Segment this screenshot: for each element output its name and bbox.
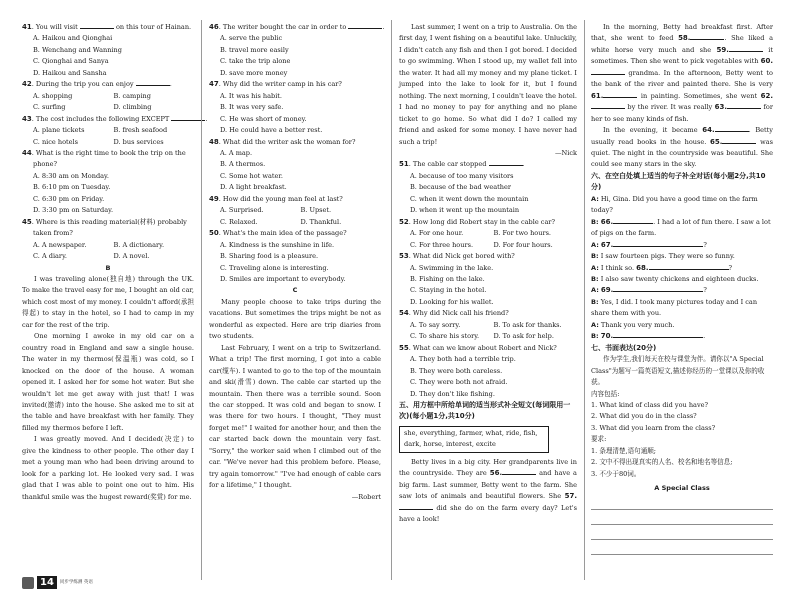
q46-option-a: A. serve the public [220,34,283,43]
q48-option-a: A. A map. [220,148,253,157]
question-52: 52. How long did Robert stay in the cable car? [399,217,555,226]
content-item: 3. What did you learn from the class? [591,423,716,432]
passage-c-paragraph-1: Many people choose to take trips during the vacations. But sometimes the trips might be not as wonderful as expected. Here are trip diaries from two students. [209,297,381,341]
passage-b-paragraph-1: I was traveling alone(独自地) through the UK. To make the travel easy for me, I bought an old car, which cost most of my money. I couldn't afford(承担得起) to stay in the hotel, so I had to camp in my car for the rest of the trip. [22,274,194,329]
q44-option-d: D. 3:30 pm on Saturday. [33,206,114,215]
column-divider [391,20,392,580]
question-54: 54. Why did Nick call his friend? [399,309,509,318]
passage-nick: Last summer, I went on a trip to Australia. On the first day, I went fishing on a beautiful lake. Unluckily, I didn't catch any fish and then I got bored. I decided to go swimming. When I stood up, my wallet fell into the water. It had all my money and my plane ticket. I jumped into the lake to look for it, but I found nothing. The next morning, I couldn't leave the hotel. I had no money to pay for anything and no plane ticket to go home. So what did I do? I called my friend and asked for some money. I have never had such a trip! [399,23,577,146]
dialog-line-6: B: I also saw twenty chickens and eighteen ducks. [591,274,759,283]
writing-line[interactable] [591,545,773,555]
requirements-label: 要求: [591,435,607,444]
q47-option-b: B. It was very safe. [220,103,284,112]
column-2 [209,22,385,582]
q55-option-a: A. They both had a terrible trip. [410,355,516,364]
question-53: 53. What did Nick get bored with? [399,252,515,261]
dialog-line-8: B: Yes, I did. I took many pictures today and I can share them with you. [591,297,758,318]
betty-paragraph-3: In the evening, it became 64. . Betty usually read books in the house. 65. was quiet. The night in the countryside was beautiful. She could see many stars in the sky. [591,126,773,169]
page-footer [22,576,93,589]
question-44-line-2: phone? [33,160,57,169]
question-42: 42. During the trip you can enjoy . [22,80,172,89]
passage-b-title: B [105,263,111,272]
passage-b-paragraph-2: One morning I awoke in my old car on a country road in England and saw a single house. The water in my thermos(保温瓶) was cold, so I knocked on the door of the house. A woman opened it. I asked her for some hot water. But she wouldn't let me get away with just that! I was invited(邀请) into the house. She asked me to sit at the table and have breakfast with her family. They filled my thermos before I left. [22,332,194,432]
question-44: 44. What is the right time to book the trip on the [22,148,186,157]
q42-options-row-1: A. shopping B. camping [33,91,151,100]
column-4 [591,22,773,582]
q48-option-d: D. A light breakfast. [220,183,287,192]
q45-options-row-2: C. A diary. D. A novel. [33,252,150,261]
dialog-line-4: B: I saw fourteen pigs. They were so funny. [591,252,735,261]
writing-title: A Special Class [654,484,710,493]
question-49: 49. How did the young man feel at last? [209,194,343,203]
dialog-line-3: A: 67. ? [591,240,707,249]
question-45: 45. Where is this reading material(材料) probably [22,217,187,226]
q55-option-b: B. They were both careless. [410,366,503,375]
q43-options-row-1: A. plane tickets B. fresh seafood [33,126,168,135]
q41-option-b: B. Wenchang and Wanning [33,45,122,54]
column-1 [22,22,208,582]
q49-options-row-1: A. Surprised. B. Upset. [220,206,332,215]
q50-option-a: A. Kindness is the sunshine in life. [220,240,335,249]
requirement-item: 3. 不少于80词。 [591,469,641,478]
dialog-line-1: A: Hi, Gina. Did you have a good time on the farm today? [591,194,758,215]
page-number: 14 [37,576,57,589]
writing-line[interactable] [591,530,773,540]
q50-option-d: D. Smiles are important to everybody. [220,274,346,283]
dialog-line-5: A: I think so. 68. ? [591,263,733,272]
q46-option-d: D. save more money [220,68,288,77]
q50-option-c: C. Traveling alone is interesting. [220,263,329,272]
q49-options-row-2: C. Relaxed. D. Thankful. [220,217,342,226]
content-item: 2. What did you do in the class? [591,412,697,421]
passage-c-paragraph-2: Last February, I went on a trip to Switzerland. What a trip! The first morning, I got into a cable car(缆车). I wanted to go to the top of the mountain and ski(滑雪) down. The cable car started up the mountain. Then there was a terrible sound. Soon the car stopped. It was cold and began to snow. I was there for two hours. I thought, "They must forget me!" I waited for another hour, and then the car started back down the mountain very fast. "Sorry," the worker said when I climbed out of the car. "We've never had this problem before. Please, try again tomorrow." "I've had enough of cable cars for a lifetime," I thought. [209,343,381,490]
column-divider [584,20,585,580]
betty-paragraph-1: Betty lives in a big city. Her grandparents live in the countryside. They are 56. and have a big farm. Last summer, Betty went to the farm. She saw lots of animals and beautiful flowers. She 57. did she do on the farm every day? Let's have a look! [399,457,577,524]
question-43: 43. The cost includes the following EXCEPT . [22,114,208,123]
q55-option-c: C. They were both not afraid. [410,378,508,387]
passage-b-paragraph-3: I was greatly moved. And I decided(决定) to give the kindness to other people. The other day I met a young man who had been driving around to look for a parking lot. He looked very sad. I was glad that I was able to point one out to him. His thankful smile was the hugest reward(奖赏) for me. [22,435,194,501]
section-5-title: 五、用方框中所给单词的适当形式补全短文(每词限用一次)(每小题1分,共10分) [399,400,571,421]
content-label: 内容包括: [591,389,620,398]
writing-line[interactable] [591,515,773,525]
question-46: 46. The writer bought the car in order to . [209,23,385,31]
requirement-item: 1. 条理清楚,语句通顺; [591,446,656,455]
question-51: 51. The cable car stopped . [399,160,525,169]
q51-option-d: D. when it went up the mountain [410,206,520,215]
q42-options-row-2: C. surfing D. climbing [33,103,152,112]
writing-line[interactable] [591,500,773,510]
q43-options-row-2: C. nice hotels D. bus services [33,137,164,146]
q47-option-c: C. He was short of money. [220,114,307,123]
word-box: she, everything, farmer, what, ride, fish, dark, horse, interest, excite [399,426,549,453]
writing-intro: 作为学生,我们每天在校与课堂为伴。请你以"A Special Class"为题写一篇英语短文,描述你经历的一堂课以及你的收获。 [591,355,765,387]
q44-option-a: A. 8:30 am on Monday. [33,171,109,180]
dialog-line-9: A: Thank you very much. [591,320,675,329]
question-50: 50. What's the main idea of the passage? [209,229,347,238]
column-3 [399,22,577,582]
q41-option-a: A. Haikou and Qionghai [33,34,113,43]
q46-option-c: C. take the trip alone [220,57,291,66]
q45-options-row-1: A. A newspaper. B. A dictionary. [33,240,165,249]
q54-options-row-2: C. To share his story. D. To ask for help. [410,332,554,341]
section-6-title: 六、在空白处填上适当的句子补全对话(每小题2分,共10分) [591,171,766,192]
q44-option-b: B. 6:10 pm on Tuesday. [33,183,111,192]
dialog-line-7: A: 69. ? [591,286,707,295]
footer-badge-text: 同步学练测 英语 [59,579,93,585]
column-divider [201,20,202,580]
requirement-item: 2. 文中不得出现真实的人名、校名和地名等信息; [591,458,733,467]
q51-option-a: A. because of too many visitors [410,171,514,180]
signature-robert: —Robert [351,492,381,501]
q53-option-a: A. Swimming in the lake. [410,263,494,272]
q51-option-b: B. because of the bad weather [410,183,511,192]
dialog-line-10: B: 70. . [591,332,706,341]
q52-options-row-1: A. For one hour. B. For two hours. [410,229,552,238]
q47-option-a: A. It was his habit. [220,91,283,100]
q53-option-d: D. Looking for his wallet. [410,297,494,306]
q55-option-d: D. They don't like fishing. [410,389,495,398]
q48-option-c: C. Some hot water. [220,171,283,180]
q41-option-d: D. Haikou and Sansha [33,68,107,77]
question-55: 55. What can we know about Robert and Nick? [399,343,557,352]
q48-option-b: B. A thermos. [220,160,266,169]
q53-option-b: B. Fishing on the lake. [410,274,485,283]
question-41: 41. You will visit on this tour of Hainan. [22,23,192,31]
q44-option-c: C. 6:30 pm on Friday. [33,194,105,203]
q46-option-b: B. travel more easily [220,45,289,54]
dialog-line-2: B: 66. . I had a lot of fun there. I saw a lot of pigs on the farm. [591,217,771,238]
signature-nick: —Nick [554,148,577,157]
question-47: 47. Why did the writer camp in his car? [209,80,342,89]
publisher-logo-icon [22,577,34,589]
q53-option-c: C. Staying in the hotel. [410,286,487,295]
content-item: 1. What kind of class did you have? [591,400,709,409]
q41-option-c: C. Qionghai and Sanya [33,57,109,66]
q54-options-row-1: A. To say sorry. B. To ask for thanks. [410,320,562,329]
question-48: 48. What did the writer ask the woman for? [209,137,356,146]
passage-c-title: C [292,286,298,295]
q50-option-b: B. Sharing food is a pleasure. [220,252,319,261]
q51-option-c: C. when it went down the mountain [410,194,529,203]
section-7-title: 七、书面表达(20分) [591,343,657,352]
betty-paragraph-2: In the morning, Betty had breakfast first. After that, she went to feed 58. . She liked a white horse very much and she 59. it sometimes. Then she went to pick vegetables with 60. grandma. In the afternoon, Betty went to the bank of the river and painted there. She is very 61. in painting. Sometimes, she went 62. by the river. It was really 63. for her to see many kinds of fish. [591,23,773,123]
question-45-line-2: taken from? [33,229,73,238]
q52-options-row-2: C. For three hours. D. For four hours. [410,240,553,249]
q47-option-d: D. He could have a better rest. [220,126,323,135]
